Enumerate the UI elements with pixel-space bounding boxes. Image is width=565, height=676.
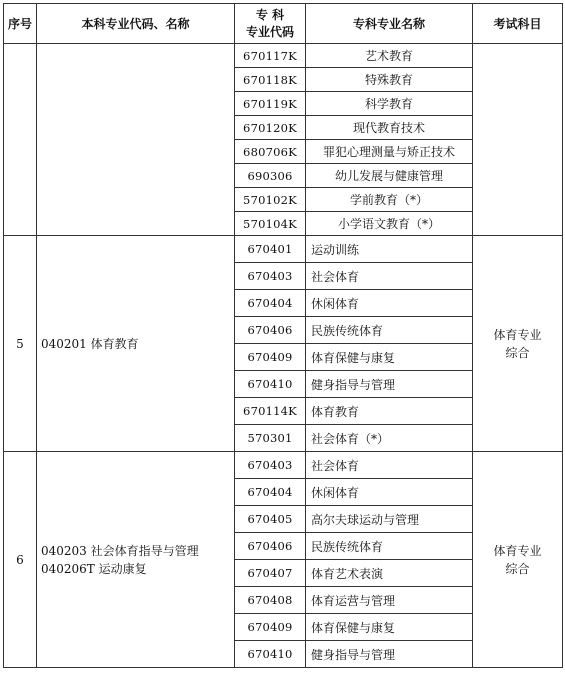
diploma-name: 体育教育 xyxy=(306,398,473,425)
diploma-code: 670114K xyxy=(235,398,306,425)
group6-exam-line1: 体育专业 xyxy=(493,543,542,558)
diploma-name: 民族传统体育 xyxy=(306,533,473,560)
diploma-name: 社会体育 xyxy=(306,452,473,479)
diploma-code: 670405 xyxy=(235,506,306,533)
diploma-code: 670404 xyxy=(235,479,306,506)
group-top-exam xyxy=(473,44,563,236)
diploma-name: 高尔夫球运动与管理 xyxy=(306,506,473,533)
diploma-code: 690306 xyxy=(235,164,306,188)
diploma-name: 运动训练 xyxy=(306,236,473,263)
header-bachelor-major: 本科专业代码、名称 xyxy=(37,4,235,44)
diploma-code: 670401 xyxy=(235,236,306,263)
header-diploma-code xyxy=(235,4,306,44)
header-diploma-code-line2: 专业代码 xyxy=(245,24,294,39)
table-row xyxy=(4,452,563,479)
diploma-name: 小学语文教育（*） xyxy=(306,212,473,236)
group6-major-line1: 040203 社会体育指导与管理 xyxy=(41,543,199,558)
group5-exam-line1: 体育专业 xyxy=(493,327,542,342)
diploma-name: 民族传统体育 xyxy=(306,317,473,344)
diploma-name: 休闲体育 xyxy=(306,290,473,317)
diploma-code: 670119K xyxy=(235,92,306,116)
diploma-code: 670403 xyxy=(235,263,306,290)
group5-seq: 5 xyxy=(4,236,37,452)
diploma-name: 健身指导与管理 xyxy=(306,641,473,668)
group5-exam xyxy=(473,236,563,452)
diploma-name: 科学教育 xyxy=(306,92,473,116)
diploma-name: 社会体育 xyxy=(306,263,473,290)
diploma-code: 670403 xyxy=(235,452,306,479)
diploma-name: 体育保健与康复 xyxy=(306,344,473,371)
diploma-code: 570102K xyxy=(235,188,306,212)
diploma-code: 670409 xyxy=(235,344,306,371)
diploma-code: 680706K xyxy=(235,140,306,164)
header-seq: 序号 xyxy=(4,4,37,44)
diploma-name: 体育艺术表演 xyxy=(306,560,473,587)
diploma-code: 670408 xyxy=(235,587,306,614)
diploma-name: 罪犯心理测量与矫正技术 xyxy=(306,140,473,164)
diploma-name: 休闲体育 xyxy=(306,479,473,506)
table-row xyxy=(4,236,563,263)
diploma-code: 670410 xyxy=(235,641,306,668)
majors-table xyxy=(3,3,563,668)
group6-seq: 6 xyxy=(4,452,37,668)
group6-major xyxy=(37,452,235,668)
diploma-code: 670404 xyxy=(235,290,306,317)
group6-exam xyxy=(473,452,563,668)
diploma-code: 670407 xyxy=(235,560,306,587)
diploma-name: 社会体育（*） xyxy=(306,425,473,452)
diploma-name: 体育运营与管理 xyxy=(306,587,473,614)
group-top-major xyxy=(37,44,235,236)
diploma-code: 570104K xyxy=(235,212,306,236)
diploma-name: 特殊教育 xyxy=(306,68,473,92)
diploma-name: 现代教育技术 xyxy=(306,116,473,140)
diploma-code: 570301 xyxy=(235,425,306,452)
diploma-code: 670409 xyxy=(235,614,306,641)
group6-major-line2: 040206T 运动康复 xyxy=(41,561,147,576)
group-top-seq xyxy=(4,44,37,236)
header-exam-subject: 考试科目 xyxy=(473,4,563,44)
diploma-name: 健身指导与管理 xyxy=(306,371,473,398)
group5-exam-line2: 综合 xyxy=(505,345,530,360)
header-row xyxy=(4,4,563,44)
diploma-code: 670406 xyxy=(235,317,306,344)
header-diploma-code-line1: 专 科 xyxy=(255,7,285,22)
diploma-code: 670120K xyxy=(235,116,306,140)
group5-major: 040201 体育教育 xyxy=(37,236,235,452)
diploma-name: 幼儿发展与健康管理 xyxy=(306,164,473,188)
diploma-code: 670410 xyxy=(235,371,306,398)
table-row xyxy=(4,44,563,68)
diploma-name: 体育保健与康复 xyxy=(306,614,473,641)
group6-exam-line2: 综合 xyxy=(505,561,530,576)
diploma-name: 艺术教育 xyxy=(306,44,473,68)
diploma-code: 670117K xyxy=(235,44,306,68)
diploma-code: 670118K xyxy=(235,68,306,92)
diploma-code: 670406 xyxy=(235,533,306,560)
header-diploma-name: 专科专业名称 xyxy=(306,4,473,44)
diploma-name: 学前教育（*） xyxy=(306,188,473,212)
